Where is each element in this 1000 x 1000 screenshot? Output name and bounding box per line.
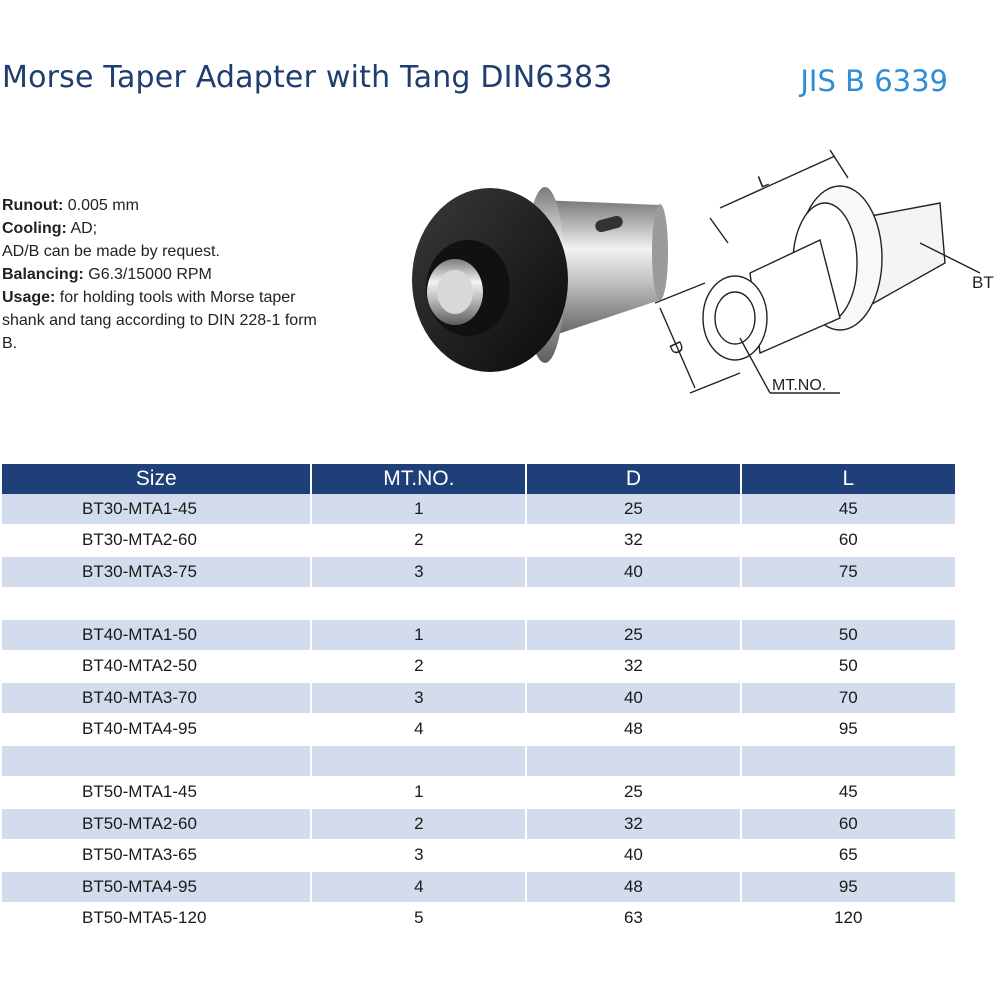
- technical-drawing: [650, 148, 1000, 408]
- page-title: Morse Taper Adapter with Tang DIN6383: [2, 60, 613, 95]
- table-row: [2, 620, 957, 652]
- mt-no-cell: 3: [312, 841, 527, 873]
- table-row: [2, 494, 957, 526]
- col-header-l: L: [742, 464, 957, 494]
- drawing-label-bt: BT: [972, 273, 994, 292]
- d-cell: 40: [527, 557, 741, 589]
- spec-usage: Usage: for holding tools with Morse taper shank and tang according to DIN 228-1 form B.: [2, 289, 317, 352]
- d-cell: 48: [527, 872, 741, 904]
- col-header-mt-no: MT.NO.: [312, 464, 527, 494]
- spec-cooling-note: AD/B can be made by request.: [2, 243, 220, 260]
- size-cell: BT50-MTA1-45: [2, 778, 312, 810]
- table-row: [2, 904, 957, 936]
- d-cell: 25: [527, 778, 741, 810]
- size-cell: [2, 589, 312, 621]
- table-row: [2, 526, 957, 558]
- size-cell: BT50-MTA3-65: [2, 841, 312, 873]
- l-cell: 60: [742, 809, 957, 841]
- l-cell: 70: [742, 683, 957, 715]
- l-cell: 50: [742, 652, 957, 684]
- l-cell: 75: [742, 557, 957, 589]
- mt-no-cell: 4: [312, 872, 527, 904]
- mt-no-cell: 1: [312, 778, 527, 810]
- drawing-label-mt: MT.NO.: [772, 377, 827, 394]
- l-cell: 95: [742, 715, 957, 747]
- size-cell: BT50-MTA4-95: [2, 872, 312, 904]
- mt-no-cell: 5: [312, 904, 527, 936]
- spec-runout: Runout: 0.005 mm: [2, 197, 139, 214]
- product-photo: [410, 180, 680, 380]
- d-cell: 25: [527, 620, 741, 652]
- l-cell: 65: [742, 841, 957, 873]
- spec-cooling: Cooling: AD;: [2, 220, 98, 237]
- mt-no-cell: [312, 746, 527, 778]
- table-row: [2, 652, 957, 684]
- size-cell: BT30-MTA2-60: [2, 526, 312, 558]
- table-row: [2, 715, 957, 747]
- table-row: [2, 589, 957, 621]
- size-cell: BT40-MTA3-70: [2, 683, 312, 715]
- mt-no-cell: 4: [312, 715, 527, 747]
- l-cell: 45: [742, 494, 957, 526]
- mt-no-cell: 2: [312, 809, 527, 841]
- l-cell: 60: [742, 526, 957, 558]
- d-cell: [527, 589, 741, 621]
- d-cell: 40: [527, 683, 741, 715]
- spec-balancing: Balancing: G6.3/15000 RPM: [2, 266, 212, 283]
- size-cell: BT50-MTA5-120: [2, 904, 312, 936]
- table-row: [2, 557, 957, 589]
- size-cell: BT30-MTA1-45: [2, 494, 312, 526]
- size-cell: [2, 746, 312, 778]
- spec-table: [2, 464, 957, 935]
- mt-no-cell: 1: [312, 620, 527, 652]
- col-header-size: Size: [2, 464, 312, 494]
- l-cell: 50: [742, 620, 957, 652]
- mt-no-cell: 1: [312, 494, 527, 526]
- drawing-label-l: L: [755, 170, 772, 192]
- d-cell: 40: [527, 841, 741, 873]
- d-cell: 32: [527, 652, 741, 684]
- mt-no-cell: 3: [312, 683, 527, 715]
- table-row: [2, 841, 957, 873]
- d-cell: [527, 746, 741, 778]
- size-cell: BT40-MTA2-50: [2, 652, 312, 684]
- l-cell: 120: [742, 904, 957, 936]
- d-cell: 25: [527, 494, 741, 526]
- d-cell: 32: [527, 809, 741, 841]
- l-cell: 45: [742, 778, 957, 810]
- table-row: [2, 683, 957, 715]
- drawing-label-d: D: [665, 338, 688, 358]
- table-body: [2, 494, 957, 935]
- size-cell: BT30-MTA3-75: [2, 557, 312, 589]
- d-cell: 48: [527, 715, 741, 747]
- table-header-row: [2, 464, 957, 494]
- size-cell: BT40-MTA4-95: [2, 715, 312, 747]
- table-row: [2, 746, 957, 778]
- specs-block: [2, 194, 332, 355]
- mt-no-cell: 2: [312, 526, 527, 558]
- l-cell: 95: [742, 872, 957, 904]
- l-cell: [742, 589, 957, 621]
- table-row: [2, 872, 957, 904]
- mt-no-cell: 3: [312, 557, 527, 589]
- mt-no-cell: [312, 589, 527, 621]
- col-header-d: D: [527, 464, 741, 494]
- size-cell: BT50-MTA2-60: [2, 809, 312, 841]
- size-cell: BT40-MTA1-50: [2, 620, 312, 652]
- d-cell: 32: [527, 526, 741, 558]
- l-cell: [742, 746, 957, 778]
- mt-no-cell: 2: [312, 652, 527, 684]
- d-cell: 63: [527, 904, 741, 936]
- table-row: [2, 778, 957, 810]
- table-row: [2, 809, 957, 841]
- standard-label: JIS B 6339: [800, 64, 948, 98]
